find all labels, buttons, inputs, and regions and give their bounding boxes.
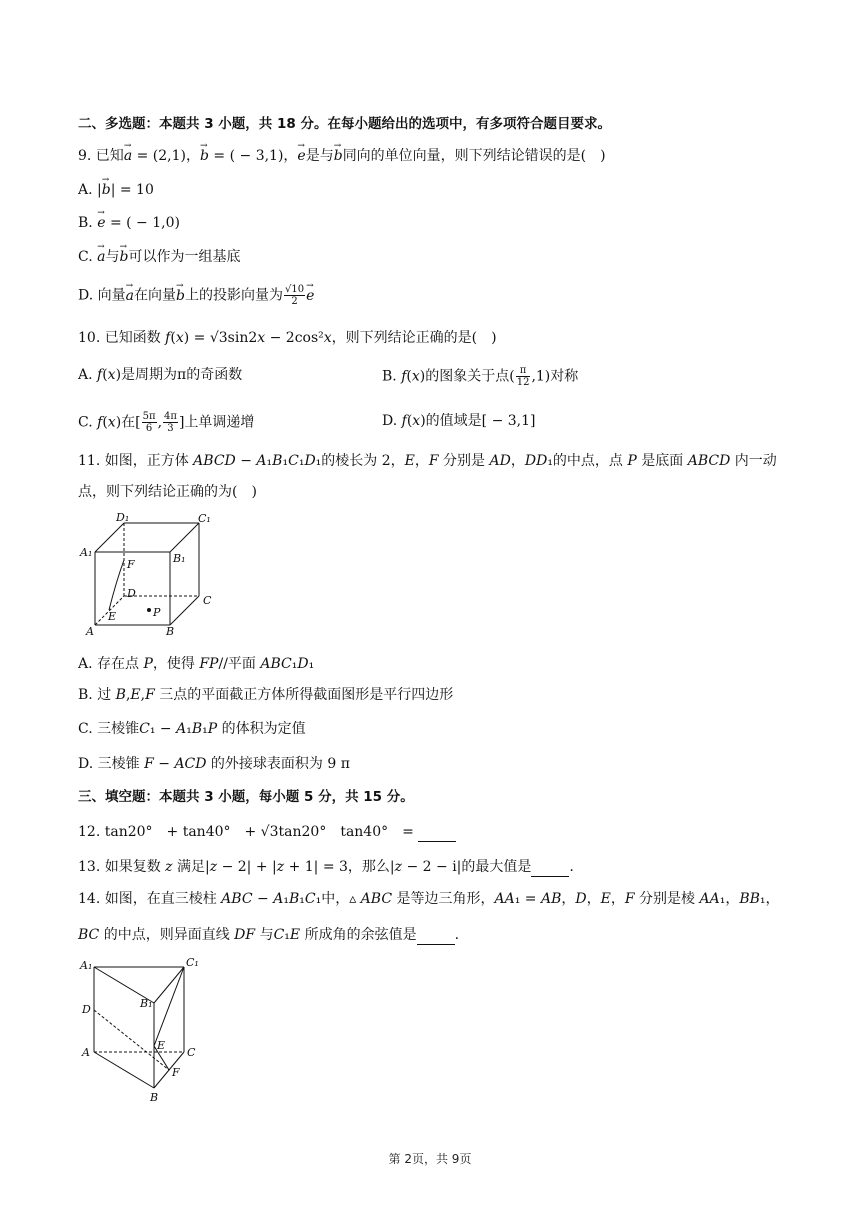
q10-option-d: D. f(x)的值域是[ − 3,1] [382, 413, 536, 429]
q10-option-b: B. f(x)的图象关于点( $\frac{\pi}{12}$ ,1)对称 [382, 365, 579, 388]
cube-segment-ef [109, 560, 124, 610]
q13-answer-blank[interactable] [531, 862, 569, 877]
section-multiple-choice-heading: 二、多选题：本题共 3 小题，共 18 分。在每小题给出的选项中，有多项符合题目要求。 [78, 116, 611, 132]
cube-label-d1: D₁ [116, 512, 130, 524]
q10-option-a: A. f(x)是周期为π的奇函数 [78, 367, 243, 383]
q12-answer-blank[interactable] [418, 827, 456, 842]
prism-label-f: F [172, 1066, 180, 1079]
cube-label-a: A [86, 625, 94, 638]
q9-option-c: C. → a与→ b可以作为一组基底 [78, 247, 240, 267]
q9-option-a: A. |→ b| = 10 [78, 180, 154, 200]
q10-option-c: C. f(x)在[ $\frac{5\pi}{6}$ , $\frac{4\pi}{3}$ ]上单调递增 [78, 411, 255, 434]
prism-edge-ab [94, 1052, 154, 1088]
q9-option-d: D. 向量→ a在向量→ b上的投影向量为 $\frac{√10}{2}$ → e [78, 284, 314, 307]
cube-figure [78, 512, 228, 642]
cube-point-p [147, 608, 151, 612]
cube-label-c: C [203, 594, 212, 607]
q11-option-d: D. 三棱锥 F − ACD 的外接球表面积为 9 π [78, 756, 350, 772]
cube-edge-a1d1 [95, 523, 124, 552]
prism-label-b: B [150, 1091, 159, 1104]
q12: 12. tan20° + tan40° + √3tan20° tan40° = [78, 822, 456, 842]
q11-stem-line1: 11. 如图，正方体 ABCD − A₁B₁C₁D₁的棱长为 2，E，F 分别是 AD，DD₁的中点，点 P 是底面 ABCD 内一动 [78, 453, 777, 469]
q14-stem-line2: BC 的中点，则异面直线 DF 与C₁E 所成角的余弦值是 . [78, 927, 460, 943]
q13: 13. 如果复数 z 满足|z − 2| + |z + 1| = 3，那么|z − 2 − i|的最大值是 . [78, 859, 574, 875]
cube-edge-b1c1 [170, 523, 199, 552]
prism-label-a: A [82, 1046, 90, 1059]
prism-label-c1: C₁ [186, 956, 199, 969]
q10-stem: 10. 已知函数 f(x) = √3sin2x − 2cos²x，则下列结论正确的是( ) [78, 330, 497, 346]
cube-label-a1: A₁ [80, 546, 93, 559]
prism-segment-c1e [154, 967, 184, 1046]
cube-label-b: B [166, 625, 175, 638]
prism-label-a1: A₁ [80, 959, 93, 972]
prism-figure [78, 955, 218, 1105]
section-fill-in-heading: 三、填空题：本题共 3 小题，每小题 5 分，共 15 分。 [78, 789, 414, 805]
prism-label-e: E [157, 1039, 166, 1052]
cube-label-c1: C₁ [198, 512, 211, 525]
q11-option-c: C. 三棱锥C₁ − A₁B₁P 的体积为定值 [78, 721, 306, 737]
cube-label-b1: B₁ [173, 552, 186, 565]
q11-stem-line2: 点，则下列结论正确的为( ) [78, 484, 257, 500]
cube-edge-bc [170, 596, 199, 625]
q9-option-b: B. → e = ( − 1,0) [78, 213, 180, 233]
q11-option-a: A. 存在点 P，使得 FP//平面 ABC₁D₁ [78, 656, 315, 672]
cube-label-e: E [108, 610, 117, 623]
prism-label-b1: B₁ [140, 997, 153, 1010]
q11-option-b: B. 过 B,E,F 三点的平面截正方体所得截面图形是平行四边形 [78, 687, 454, 703]
cube-label-d: D [127, 587, 136, 600]
cube-label-f: F [127, 558, 135, 571]
cube-label-p: P [153, 606, 161, 619]
q14-stem-line1: 14. 如图，在直三棱柱 ABC − A₁B₁C₁中，▵ ABC 是等边三角形，AA₁ = AB，D，E，F 分别是棱 AA₁，BB₁， [78, 891, 780, 907]
prism-label-d: D [82, 1003, 91, 1016]
page-footer: 第 2页，共 9页 [388, 1152, 472, 1166]
q14-answer-blank[interactable] [417, 930, 455, 945]
prism-edge-b1c1 [154, 967, 184, 1003]
q9-stem: 9. 已知→ a = (2,1)，→ b = ( − 3,1)，→ e是与→ b同向的单位向量，则下列结论错误的是( ) [78, 146, 606, 166]
prism-label-c: C [187, 1046, 196, 1059]
